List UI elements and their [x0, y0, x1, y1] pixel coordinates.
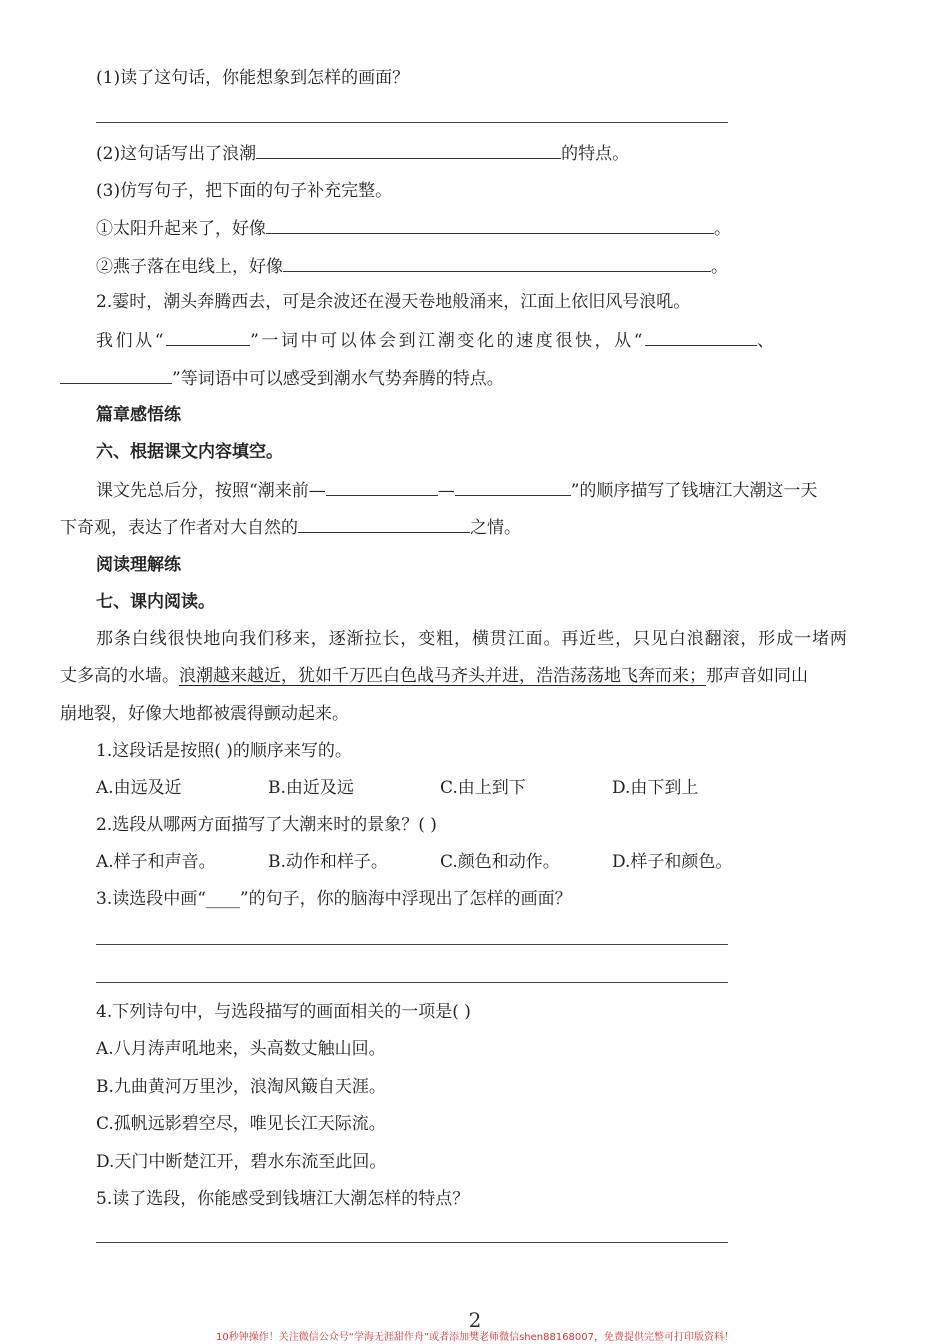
- option-a[interactable]: A.八月涛声吼地来，头高数丈触山回。: [96, 1039, 386, 1059]
- option-d[interactable]: D.样子和颜色。: [612, 852, 733, 872]
- question-text: 的特点。: [561, 144, 630, 164]
- section-heading: 篇章感悟练: [96, 405, 181, 425]
- option-c[interactable]: C.颜色和动作。: [440, 852, 560, 872]
- passage-line: 崩地裂，好像大地都被震得颤动起来。: [60, 704, 349, 724]
- fill-blank[interactable]: [60, 366, 172, 384]
- reading-question-4: 4.下列诗句中，与选段描写的画面相关的一项是( ): [96, 1002, 471, 1022]
- question-2-line2: [60, 366, 504, 391]
- reading-question-2: 2.选段从哪两方面描写了大潮来时的景象？( ): [96, 815, 437, 835]
- option-b[interactable]: B.九曲黄河万里沙，浪淘风簸自天涯。: [96, 1077, 386, 1097]
- question-text: (2)这句话写出了浪潮: [96, 144, 257, 164]
- section-six-line1: [96, 478, 817, 503]
- question-text: ”等词语中可以感受到潮水气势奔腾的特点。: [172, 369, 504, 389]
- option-b[interactable]: B.动作和样子。: [268, 852, 388, 872]
- underlined-sentence: 浪潮越来越近，犹如千万匹白色战马齐头并进，浩浩荡荡地飞奔而来；: [179, 666, 706, 686]
- question-1-3: (3)仿写句子，把下面的句子补充完整。: [96, 181, 393, 201]
- question-text: 。: [714, 219, 731, 239]
- question-text: 课文先总后分，按照“潮来前—: [96, 481, 326, 501]
- option-d[interactable]: D.天门中断楚江开，碧水东流至此回。: [96, 1152, 387, 1172]
- reading-question-3: 3.读选段中画“____”的句子，你的脑海中浮现出了怎样的画面？: [96, 889, 572, 909]
- section-heading: 阅读理解练: [96, 555, 181, 575]
- question-1-1: (1)读了这句话，你能想象到怎样的画面？: [96, 68, 410, 88]
- fill-blank[interactable]: [298, 515, 470, 533]
- passage-line: 那条白线很快地向我们移来，逐渐拉长，变粗，横贯江面。再近些，只见白浪翻滚，形成一堵两: [96, 629, 848, 649]
- section-six-line2: [60, 515, 521, 540]
- answer-line[interactable]: [96, 122, 728, 123]
- option-c[interactable]: C.由上到下: [440, 778, 526, 798]
- sentence-2: 2.霎时，潮头奔腾西去，可是余波还在漫天卷地般涌来，江面上依旧风号浪吼。: [96, 292, 691, 312]
- question-text: 下奇观，表达了作者对大自然的: [60, 518, 298, 538]
- fill-blank[interactable]: [645, 328, 757, 346]
- answer-line[interactable]: [96, 1242, 728, 1243]
- answer-line[interactable]: [96, 944, 728, 945]
- reading-question-1: 1.这段话是按照( )的顺序来写的。: [96, 741, 352, 761]
- fill-blank[interactable]: [455, 478, 571, 496]
- question-text: 、: [757, 331, 777, 351]
- question-text: ②燕子落在电线上，好像: [96, 257, 283, 277]
- option-b[interactable]: B.由近及远: [268, 778, 354, 798]
- option-d[interactable]: D.由下到上: [612, 778, 699, 798]
- fill-blank[interactable]: [166, 328, 250, 346]
- imitate-sentence-2: [96, 254, 728, 279]
- page-number: 2: [468, 1308, 482, 1332]
- fill-blank[interactable]: [256, 141, 561, 159]
- option-a[interactable]: A.由远及近: [96, 778, 182, 798]
- question-2-line1: [96, 328, 777, 353]
- option-a[interactable]: A.样子和声音。: [96, 852, 216, 872]
- passage-text: 那声音如同山: [706, 666, 808, 686]
- section-seven-title: 七、课内阅读。: [96, 592, 215, 612]
- section-six-title: 六、根据课文内容填空。: [96, 442, 283, 462]
- footer-note: 10秒钟操作！关注微信公众号“学海无涯甜作舟”或者添加樊老师微信shen88168007，免费提供完整可打印版资料！: [215, 1332, 735, 1343]
- question-text: ”的顺序描写了钱塘江大潮这一天: [570, 481, 818, 501]
- question-text: 之情。: [470, 518, 521, 538]
- passage-text: 丈多高的水墙。: [60, 666, 179, 686]
- fill-blank[interactable]: [283, 254, 711, 272]
- passage-line: [60, 664, 808, 688]
- question-text: 我们从“: [96, 331, 167, 351]
- option-c[interactable]: C.孤帆远影碧空尽，唯见长江天际流。: [96, 1114, 386, 1134]
- reading-question-5: 5.读了选段，你能感受到钱塘江大潮怎样的特点？: [96, 1189, 470, 1209]
- question-1-2: [96, 141, 629, 166]
- question-text: —: [437, 481, 455, 501]
- question-text: ①太阳升起来了，好像: [96, 219, 266, 239]
- question-text: 。: [711, 257, 728, 277]
- fill-blank[interactable]: [266, 216, 714, 234]
- answer-line[interactable]: [96, 982, 728, 983]
- imitate-sentence-1: [96, 216, 731, 241]
- question-text: ”一词中可以体会到江潮变化的速度很快，从“: [250, 331, 646, 351]
- fill-blank[interactable]: [326, 478, 438, 496]
